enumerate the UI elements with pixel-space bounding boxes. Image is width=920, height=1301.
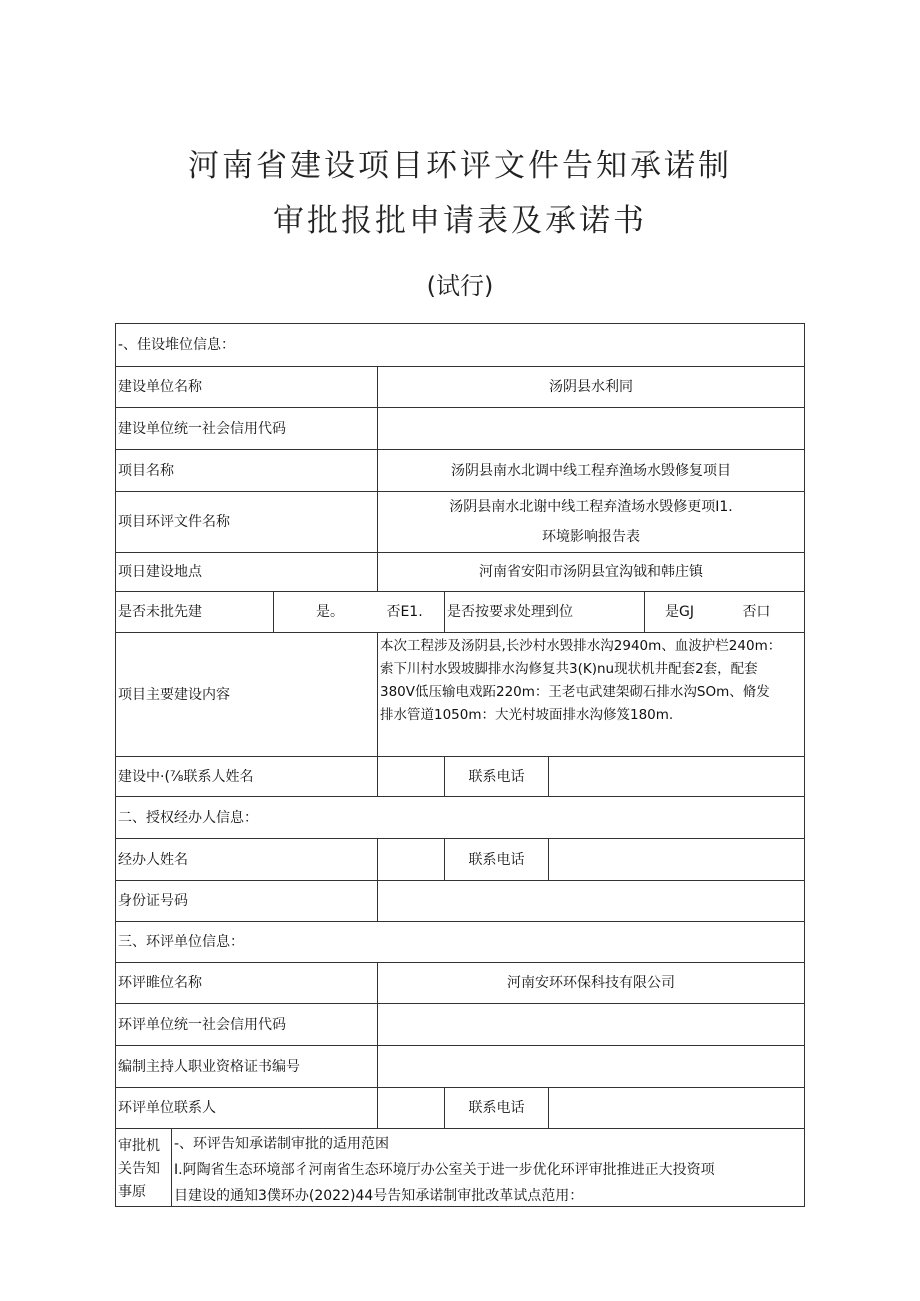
form-row bbox=[116, 963, 805, 1004]
project-name-label: 项目名称 bbox=[116, 450, 378, 492]
section-construction-unit: -、佳设堆位信息： bbox=[116, 324, 805, 367]
contact-label: 建设中·(⅞联系人姓名 bbox=[116, 757, 378, 797]
agent-name-value[interactable] bbox=[378, 839, 445, 881]
eia-contact-value[interactable] bbox=[378, 1088, 445, 1129]
cert-number-value[interactable] bbox=[378, 1046, 805, 1088]
location-value[interactable]: 河南省安阳市汤阴县宜沟钺和韩庄镇 bbox=[378, 553, 805, 592]
eia-credit-code-label: 环评单位统一社会信用代码 bbox=[116, 1004, 378, 1046]
agent-phone-label: 联系电话 bbox=[445, 839, 549, 881]
form-row bbox=[116, 757, 805, 797]
main-content-value[interactable] bbox=[378, 633, 805, 757]
unit-name-label: 建设单位名称 bbox=[116, 367, 378, 408]
cert-number-label: 编制主持人职业资格证书编号 bbox=[116, 1046, 378, 1088]
form-row bbox=[116, 839, 805, 881]
approval-label-line: 关告知 bbox=[118, 1160, 160, 1177]
approval-notice-line: 目建设的通知3僕环办(2022)44号告知承诺制审批改革试点范用： bbox=[174, 1188, 584, 1204]
document-subtitle: (试行) bbox=[426, 272, 494, 300]
approval-notice-row bbox=[116, 1129, 805, 1207]
contact-value[interactable] bbox=[378, 757, 445, 797]
option-no[interactable]: 否E1. bbox=[386, 604, 423, 620]
main-content-line: 本次工程涉及汤阴县,长沙村水毁排水沟2940m、血波护栏240m： bbox=[380, 638, 782, 654]
eia-file-name-line1: 汤阴县南水北谢中线工程弃渣场水毁修更项I1. bbox=[449, 499, 733, 515]
eia-unit-name-label: 环评睢位名称 bbox=[116, 963, 378, 1004]
application-form-table bbox=[115, 323, 805, 1207]
eia-file-name-line2: 环境影响报告表 bbox=[542, 529, 640, 545]
built-before-approval-options[interactable] bbox=[274, 592, 445, 633]
handled-label: 是否按要求处理到位 bbox=[445, 592, 645, 633]
main-content-line: 索下川村水毁坡脚排水沟修复共3(K)nu现状机井配套2套，配套 bbox=[380, 661, 758, 677]
form-row bbox=[116, 881, 805, 922]
form-row bbox=[116, 553, 805, 592]
eia-file-name-label: 项目环评文件名称 bbox=[116, 492, 378, 553]
section-row bbox=[116, 324, 805, 367]
form-row bbox=[116, 492, 805, 553]
unit-name-value[interactable]: 汤阴县水利同 bbox=[378, 367, 805, 408]
id-number-value[interactable] bbox=[378, 881, 805, 922]
approval-notice-line: -、环评告知承诺制审批的适用范困 bbox=[174, 1136, 390, 1152]
form-row bbox=[116, 1088, 805, 1129]
contact-phone-value[interactable] bbox=[549, 757, 805, 797]
handled-option-yes[interactable]: 是GJ bbox=[665, 604, 694, 620]
form-row bbox=[116, 592, 805, 633]
eia-contact-label: 环评单位联系人 bbox=[116, 1088, 378, 1129]
eia-file-name-value[interactable] bbox=[378, 492, 805, 553]
eia-phone-label: 联系电话 bbox=[445, 1088, 549, 1129]
option-yes[interactable]: 是。 bbox=[316, 604, 344, 620]
agent-phone-value[interactable] bbox=[549, 839, 805, 881]
document-title-line2: 审批报批申请表及承诺书 bbox=[273, 203, 647, 239]
form-row bbox=[116, 633, 805, 757]
approval-notice-line: I.阿陶省生态环境部彳河南省生态环境厅办公室关于进一步优化环评审批推进正大投资项 bbox=[174, 1162, 715, 1178]
approval-label-line: 事原 bbox=[118, 1183, 146, 1200]
handled-option-no[interactable]: 否口 bbox=[742, 604, 771, 620]
eia-phone-value[interactable] bbox=[549, 1088, 805, 1129]
section-row bbox=[116, 797, 805, 839]
built-before-approval-label: 是否未批先建 bbox=[116, 592, 274, 633]
contact-phone-label: 联系电话 bbox=[445, 757, 549, 797]
section-agent: 二、授权经办人信息： bbox=[116, 797, 805, 839]
approval-notice-label bbox=[116, 1129, 172, 1207]
form-row bbox=[116, 367, 805, 408]
unit-credit-code-value[interactable] bbox=[378, 408, 805, 450]
main-content-line: 排水管道1050m：大光村坡面排水沟修笈180m. bbox=[380, 707, 674, 723]
form-row bbox=[116, 1046, 805, 1088]
main-content-line: 380V低压输电戏跖220m：王老屯武建架砌石排水沟SOm、脩发 bbox=[380, 684, 770, 700]
form-row bbox=[116, 450, 805, 492]
handled-options[interactable] bbox=[645, 592, 805, 633]
id-number-label: 身份证号码 bbox=[116, 881, 378, 922]
project-name-value[interactable]: 汤阴县南水北调中线工程弃渔场水毁修复项目 bbox=[378, 450, 805, 492]
approval-notice-content bbox=[172, 1129, 805, 1207]
form-row bbox=[116, 1004, 805, 1046]
unit-credit-code-label: 建设单位统一社会信用代码 bbox=[116, 408, 378, 450]
section-row bbox=[116, 922, 805, 963]
main-content-label: 项目主要建设内容 bbox=[116, 633, 378, 757]
agent-name-label: 经办人姓名 bbox=[116, 839, 378, 881]
eia-credit-code-value[interactable] bbox=[378, 1004, 805, 1046]
document-title-line1: 河南省建设项目环评文件告知承诺制 bbox=[188, 148, 732, 184]
section-eia-unit: 三、环评单位信息： bbox=[116, 922, 805, 963]
approval-label-line: 审批机 bbox=[118, 1137, 160, 1154]
location-label: 项日建设地点 bbox=[116, 553, 378, 592]
form-row bbox=[116, 408, 805, 450]
eia-unit-name-value[interactable]: 河南安环环保科技有限公司 bbox=[378, 963, 805, 1004]
